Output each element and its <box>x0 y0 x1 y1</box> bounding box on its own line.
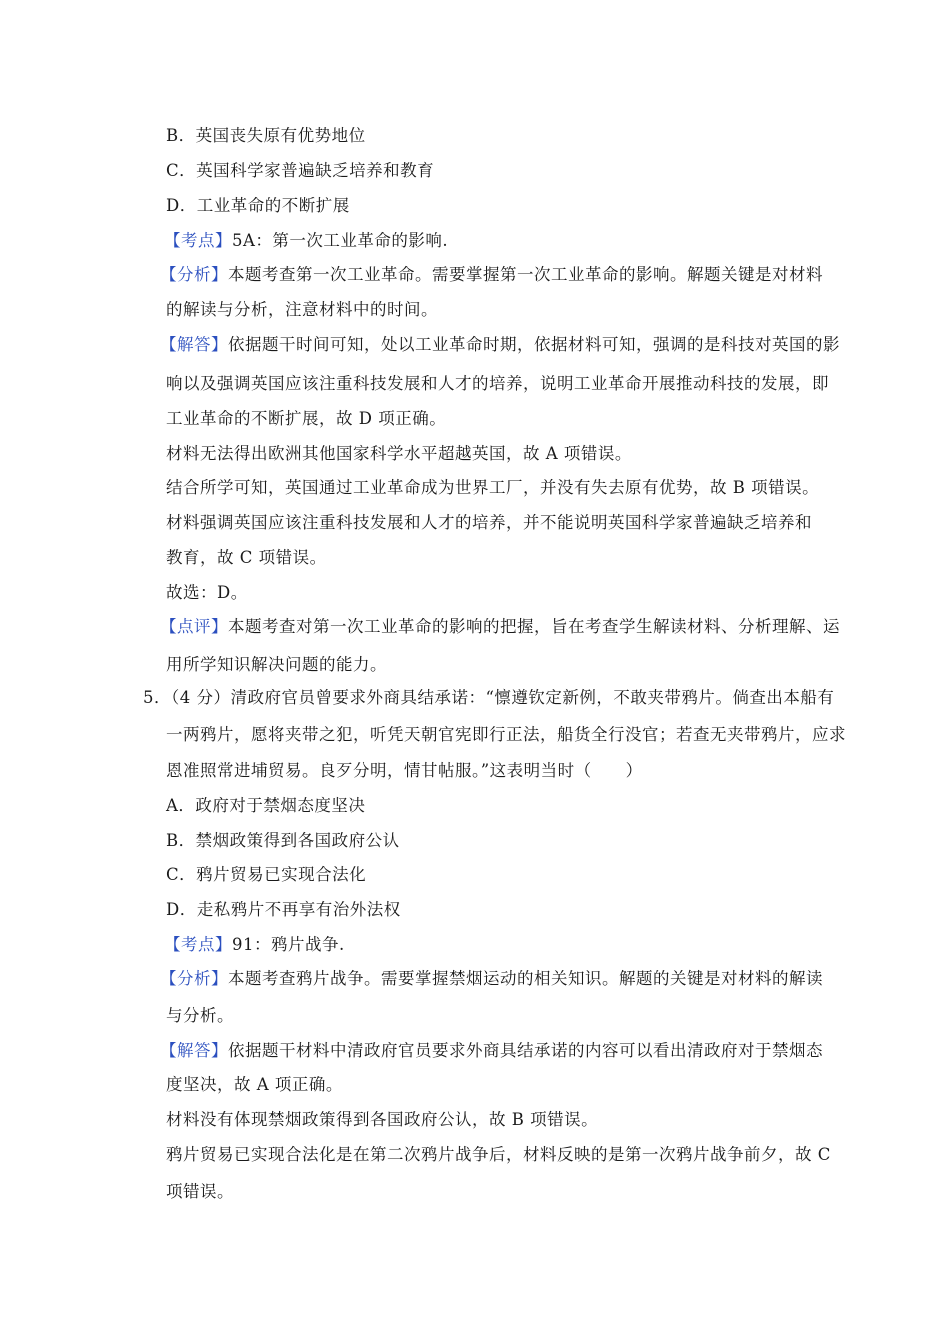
q4-option-b: B．英国丧失原有优势地位 <box>166 126 366 145</box>
q5-option-c: C．鸦片贸易已实现合法化 <box>166 865 367 884</box>
q4-jieda-line3: 工业革命的不断扩展，故 D 项正确。 <box>166 409 447 428</box>
q5-explain-c: 鸦片贸易已实现合法化是在第二次鸦片战争后，材料反映的是第一次鸦片战争前夕，故 C <box>166 1145 831 1164</box>
jieda-tag: 【解答】 <box>160 1041 228 1060</box>
q4-kaodian: 【考点】5A：第一次工业革命的影响. <box>164 231 449 250</box>
q4-jieda-line2: 响以及强调英国应该注重科技发展和人才的培养，说明工业革命开展推动科技的发展，即 <box>166 374 829 393</box>
q4-dianping-cont: 用所学知识解决问题的能力。 <box>166 655 387 674</box>
q5-stem-line2: 一两鸦片，愿将夹带之犯，听凭天朝官宪即行正法，船货全行没官；若查无夹带鸦片，应求 <box>166 725 846 744</box>
q4-jieda: 【解答】依据题干时间可知，处以工业革命时期，依据材料可知，强调的是科技对英国的影 <box>160 335 840 354</box>
q4-explain-b: 结合所学可知，英国通过工业革命成为世界工厂，并没有失去原有优势，故 B 项错误。 <box>166 478 820 497</box>
q5-fenxi: 【分析】本题考查鸦片战争。需要掌握禁烟运动的相关知识。解题的关键是对材料的解读 <box>160 969 823 988</box>
q4-option-d: D．工业革命的不断扩展 <box>166 196 350 215</box>
q4-fenxi-cont: 的解读与分析，注意材料中的时间。 <box>166 300 438 319</box>
q4-explain-a: 材料无法得出欧洲其他国家科学水平超越英国，故 A 项错误。 <box>166 444 632 463</box>
q5-option-a: A．政府对于禁烟态度坚决 <box>166 796 366 815</box>
q5-option-b: B．禁烟政策得到各国政府公认 <box>166 831 400 850</box>
q4-dianping: 【点评】本题考查对第一次工业革命的影响的把握，旨在考查学生解读材料、分析理解、运 <box>160 617 840 636</box>
q5-option-d: D．走私鸦片不再享有治外法权 <box>166 900 401 919</box>
q5-stem: 5．（4 分）清政府官员曾要求外商具结承诺：“懔遵钦定新例，不敢夹带鸦片。倘查出本船有 <box>143 688 835 707</box>
fenxi-tag: 【分析】 <box>160 969 228 988</box>
q5-explain-c-cont: 项错误。 <box>166 1182 234 1201</box>
q4-explain-c-cont: 教育，故 C 项错误。 <box>166 548 327 567</box>
q5-jieda-line2: 度坚决，故 A 项正确。 <box>166 1075 343 1094</box>
q5-kaodian: 【考点】91：鸦片战争. <box>164 935 345 954</box>
q4-explain-c: 材料强调英国应该注重科技发展和人才的培养，并不能说明英国科学家普遍缺乏培养和 <box>166 513 812 532</box>
q5-fenxi-cont: 与分析。 <box>166 1006 234 1025</box>
q5-jieda: 【解答】依据题干材料中清政府官员要求外商具结承诺的内容可以看出清政府对于禁烟态 <box>160 1041 823 1060</box>
fenxi-tag: 【分析】 <box>160 265 228 284</box>
q5-explain-b: 材料没有体现禁烟政策得到各国政府公认，故 B 项错误。 <box>166 1110 599 1129</box>
kaodian-tag: 【考点】 <box>164 231 232 250</box>
jieda-tag: 【解答】 <box>160 335 228 354</box>
dianping-tag: 【点评】 <box>160 617 228 636</box>
q4-fenxi: 【分析】本题考查第一次工业革命。需要掌握第一次工业革命的影响。解题关键是对材料 <box>160 265 823 284</box>
q4-answer: 故选：D。 <box>166 583 248 602</box>
q4-option-c: C．英国科学家普遍缺乏培养和教育 <box>166 161 435 180</box>
q5-stem-line3: 恩准照常进埔贸易。良歹分明，情甘帖服。”这表明当时（ ） <box>166 761 643 780</box>
kaodian-tag: 【考点】 <box>164 935 232 954</box>
